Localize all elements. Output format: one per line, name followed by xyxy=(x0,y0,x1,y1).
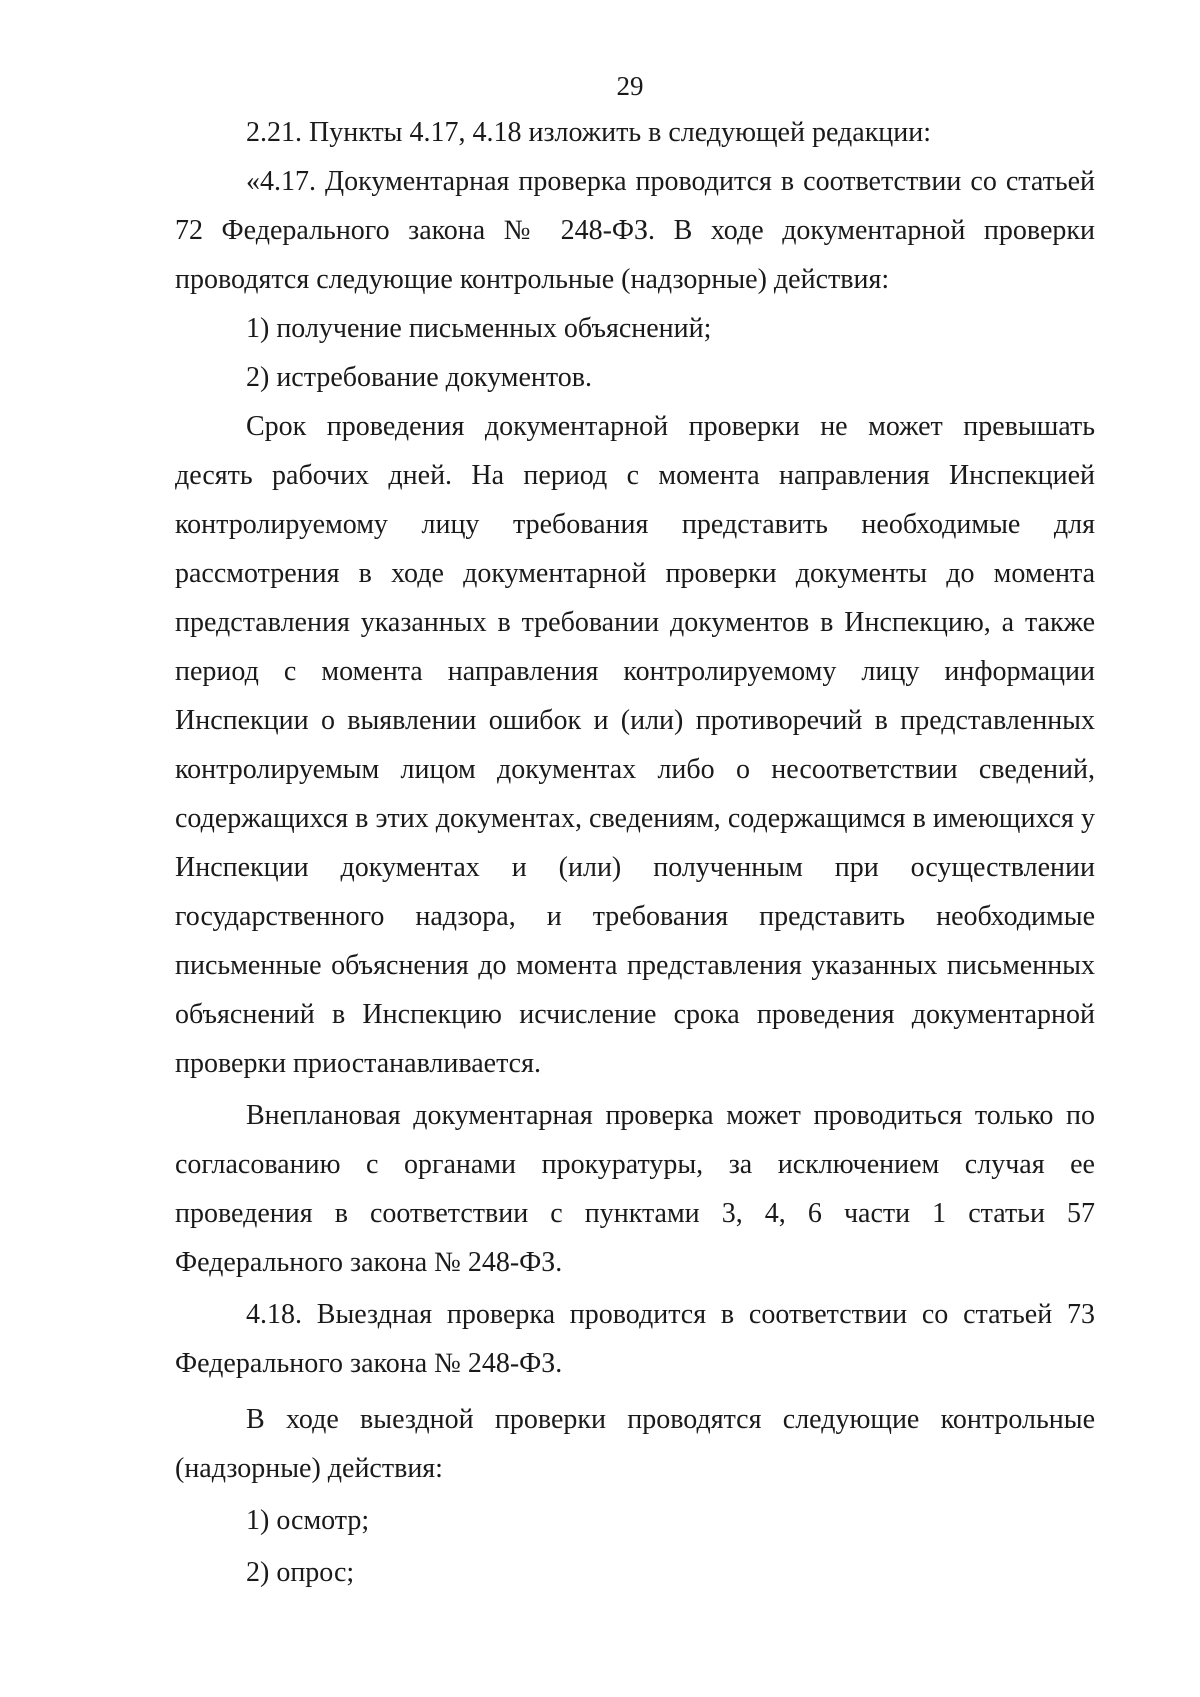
list-item: 1) получение письменных объяснений; xyxy=(246,313,712,344)
paragraph-amendment-intro: 2.21. Пункты 4.17, 4.18 изложить в следующей редакции: xyxy=(246,117,932,148)
paragraph-clause-4-17: «4.17. Документарная проверка проводится в соответствии со статьей 72 Федерального закона № 248-ФЗ. В ходе документарной проверки проводятся следующие контрольные (надзорные) действия: xyxy=(175,166,1095,295)
list-item: 1) осмотр; xyxy=(246,1505,370,1536)
paragraph-unscheduled-inspection: Внеплановая документарная проверка может проводиться только по согласованию с органами прокуратуры, за исключением случая ее проведения в соответствии с пунктами 3, 4, 6 части 1 статьи 57 Федерального закона № 248-ФЗ. xyxy=(175,1100,1095,1278)
paragraph-inspection-term: Срок проведения документарной проверки не может превышать десять рабочих дней. На период с момента направления Инспекцией контролируемому лицу требования представить необходимые для рассмотрения в ходе документарной проверки документы до момента представления указанных в требовании документов в Инспекцию, а также период с момента направления контролируемому лицу информации Инспекции о выявлении ошибок и (или) противоречий в представленных контролируемым лицом документах либо о несоответствии сведений, содержащихся в этих документах, сведениям, содержащимся в имеющихся у Инспекции документах и (или) полученным при осуществлении государственного надзора, и требования представить необходимые письменные объяснения до момента представления указанных письменных объяснений в Инспекцию исчисление срока проведения документарной проверки приостанавливается. xyxy=(175,411,1095,1079)
paragraph-clause-4-18: 4.18. Выездная проверка проводится в соответствии со статьей 73 Федерального закона № 248-ФЗ. xyxy=(175,1299,1095,1379)
list-item: 2) опрос; xyxy=(246,1557,355,1588)
document-body xyxy=(175,108,1095,1597)
list-item: 2) истребование документов. xyxy=(246,362,592,393)
paragraph-onsite-actions: В ходе выездной проверки проводятся следующие контрольные (надзорные) действия: xyxy=(175,1404,1095,1484)
page-number: 29 xyxy=(616,71,644,101)
